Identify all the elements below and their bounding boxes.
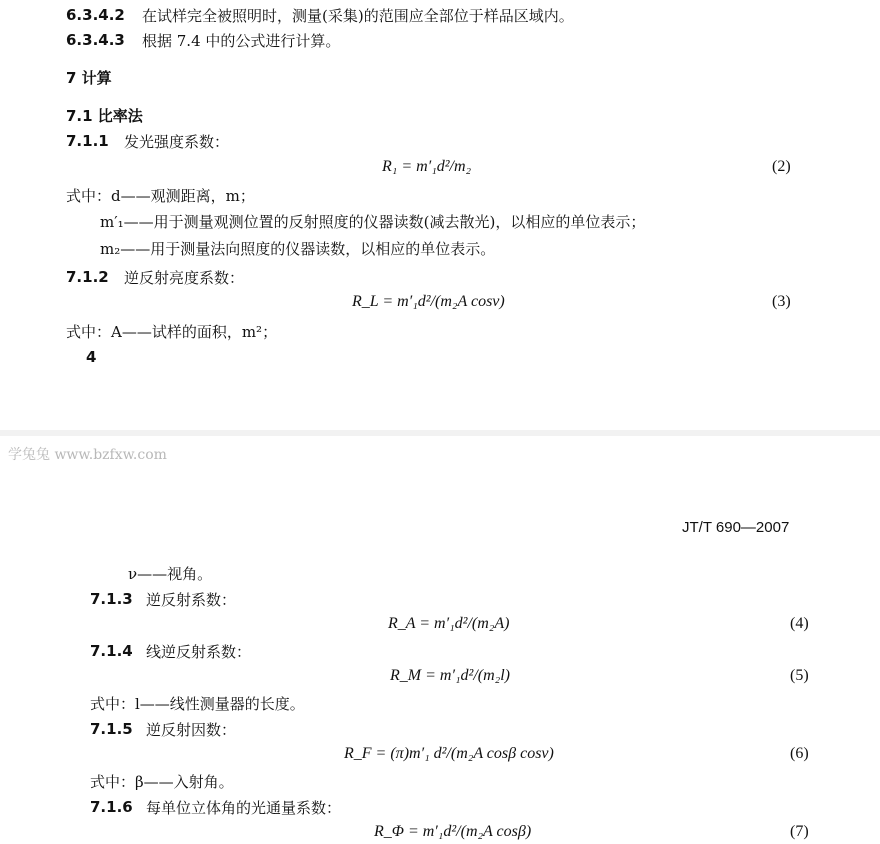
equation-5: R_M = m′₁d²/(m₂l) [390,667,510,684]
clause-7-1-1-number: 7.1.1 [66,132,109,150]
where-m1-definition: m′₁——用于测量观测位置的反射照度的仪器读数(减去散光)，以相应的单位表示； [100,213,646,231]
page-number: 4 [86,348,97,366]
clause-6-3-4-3-text: 根据 7.4 中的公式进行计算。 [142,32,341,50]
equation-3-number: (3) [772,293,791,310]
clause-6-3-4-2-number: 6.3.4.2 [66,6,125,24]
clause-6-3-4-2-text: 在试样完全被照明时，测量(采集)的范围应全部位于样品区域内。 [142,7,574,25]
where-beta-definition: 式中：β——入射角。 [90,773,234,791]
clause-7-1-4-number: 7.1.4 [90,642,133,660]
clause-7-1-2-text: 逆反射亮度系数： [124,269,245,287]
clause-7-1-4-text: 线逆反射系数： [146,643,252,661]
section-7-1-heading: 7.1 比率法 [66,107,143,125]
clause-7-1-5-number: 7.1.5 [90,720,133,738]
equation-4: R_A = m′₁d²/(m₂A) [388,615,510,632]
equation-2: R₁ = m′₁d²/m₂ [382,158,472,175]
equation-5-number: (5) [790,667,809,684]
equation-3: R_L = m′₁d²/(m₂A cosν) [352,293,505,310]
where-d-definition: 式中：d——观测距离，m； [66,187,255,205]
where-l-definition: 式中：l——线性测量器的长度。 [90,695,305,713]
clause-7-1-6-text: 每单位立体角的光通量系数： [146,799,342,817]
standard-code-header: JT/T 690—2007 [682,519,790,536]
equation-7: R_Φ = m′₁d²/(m₂A cosβ) [374,823,532,840]
clause-7-1-5-text: 逆反射因数： [146,721,237,739]
page-separator [0,430,880,436]
clause-7-1-6-number: 7.1.6 [90,798,133,816]
where-nu-definition: ν——视角。 [128,565,213,583]
equation-4-number: (4) [790,615,809,632]
clause-7-1-3-text: 逆反射系数： [146,591,237,609]
clause-7-1-2-number: 7.1.2 [66,268,109,286]
clause-7-1-3-number: 7.1.3 [90,590,133,608]
equation-2-number: (2) [772,158,791,175]
equation-6: R_F = (π)m′₁ d²/(m₂A cosβ cosν) [344,745,554,762]
watermark-text: 学兔兔 www.bzfxw.com [8,447,167,463]
where-a-definition: 式中：A——试样的面积，m²； [66,323,278,341]
section-7-heading: 7 计算 [66,69,112,87]
equation-6-number: (6) [790,745,809,762]
clause-6-3-4-3-number: 6.3.4.3 [66,31,125,49]
equation-7-number: (7) [790,823,809,840]
where-m2-definition: m₂——用于测量法向照度的仪器读数，以相应的单位表示。 [100,240,496,258]
clause-7-1-1-text: 发光强度系数： [124,133,230,151]
